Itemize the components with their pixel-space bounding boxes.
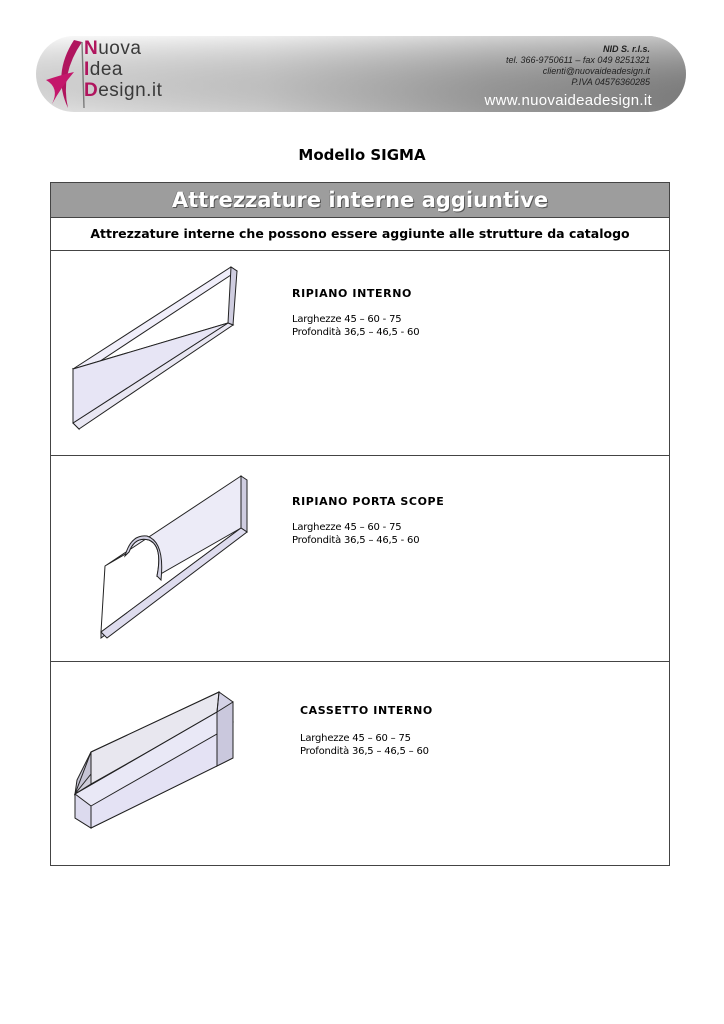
product-depths: Profondità 36,5 – 46,5 - 60 [292,535,420,546]
model-title: Modello SIGMA [298,146,426,164]
brand-name [84,38,162,101]
product-widths: Larghezze 45 – 60 - 75 [292,522,402,533]
product-widths: Larghezze 45 – 60 - 75 [292,314,402,325]
company-contact: tel. 366-9750611 – fax 049 8251321 [506,55,650,65]
product-widths: Larghezze 45 – 60 – 75 [300,733,411,744]
table-row [51,662,669,865]
table-row [51,456,669,662]
company-email: clienti@nuovaideadesign.it [542,66,650,76]
product-depths: Profondità 36,5 – 46,5 – 60 [300,746,429,757]
website-link[interactable]: www.nuovaideadesign.it [484,92,652,109]
product-title: CASSETTO INTERNO [300,704,433,717]
company-info [506,44,650,88]
broom-shelf-icon [51,456,261,661]
product-title: RIPIANO INTERNO [292,287,412,300]
shelf-icon [51,251,251,455]
brand-initial: I [84,59,90,80]
product-title: RIPIANO PORTA SCOPE [292,495,445,508]
header-banner [34,34,688,114]
table-heading [51,183,669,218]
company-name: NID S. r.l.s. [602,44,650,54]
drawer-icon [51,662,251,865]
company-vat: P.IVA 04576360285 [571,77,650,87]
table-row [51,251,669,456]
brand-initial: D [84,80,99,101]
brand-line-3: Design.it [84,80,163,101]
accessories-table [50,182,670,866]
table-heading-text: Attrezzature interne aggiuntive [171,188,549,212]
product-depths: Profondità 36,5 – 46,5 - 60 [292,327,420,338]
brand-line-2: Idea [84,59,123,80]
brand-line-1: Nuova [84,38,142,59]
table-subheading: Attrezzature interne che possono essere aggiunte alle strutture da catalogo [51,218,669,251]
